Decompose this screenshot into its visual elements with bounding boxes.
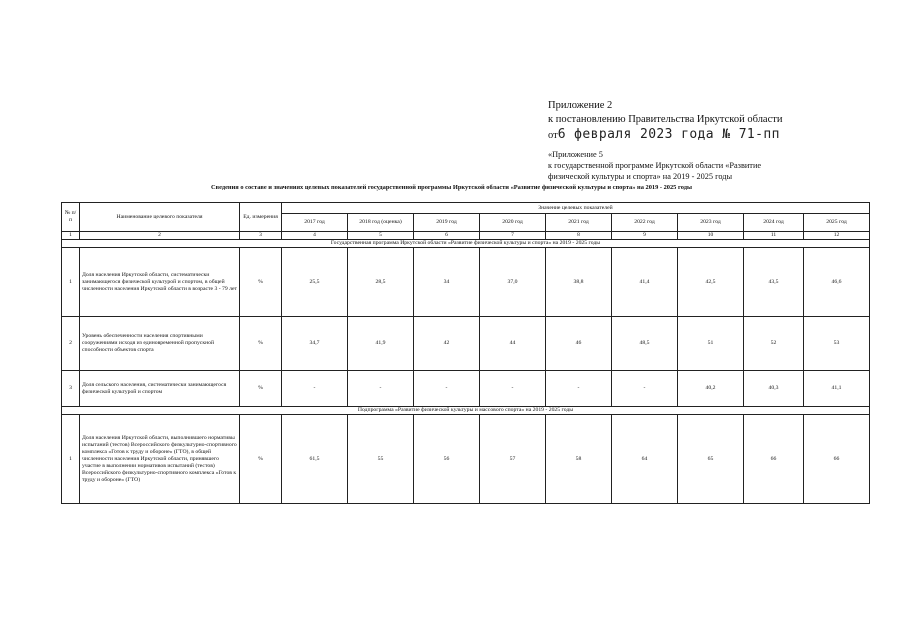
table-row: [62, 317, 870, 371]
value-cell: -: [612, 371, 678, 407]
value-cell: 40,3: [744, 371, 804, 407]
section-title: Государственная программа Иркутской области «Развитие физической культуры и спорта» на 2019 - 2025 годы: [62, 240, 870, 248]
value-cell: -: [480, 371, 546, 407]
value-cell: -: [348, 371, 414, 407]
column-number: 7: [480, 232, 546, 240]
value-cell: 52: [744, 317, 804, 371]
header-values-group: Значение целевых показателей: [282, 203, 870, 214]
indicator-name: Уровень обеспеченности населения спортивными сооружениями исходя из единовременной пропускной способности объектов спорта: [80, 317, 240, 371]
value-cell: 38,8: [546, 248, 612, 317]
column-number: 12: [804, 232, 870, 240]
value-cell: 61,5: [282, 415, 348, 504]
value-cell: 28,5: [348, 248, 414, 317]
header-year: 2024 год: [744, 214, 804, 232]
indicators-table: [61, 202, 870, 504]
document-title: Сведения о составе и значениях целевых показателей государственной программы Иркутской области «Развитие физической культуры и спорта» на 2019 - 2025 годы: [211, 184, 692, 191]
handwritten-date: 6 февраля 2023 года № 71-пп: [557, 127, 780, 142]
indicator-name: Доля сельского населения, систематически занимающегося физической культурой и спортом: [80, 371, 240, 407]
column-number: 2: [80, 232, 240, 240]
value-cell: 48,5: [612, 317, 678, 371]
section-title: Подпрограмма «Развитие физической культуры и массового спорта» на 2019 - 2025 годы: [62, 407, 870, 415]
header-num: № п/п: [62, 203, 80, 232]
header-year: 2022 год: [612, 214, 678, 232]
header-year: 2025 год: [804, 214, 870, 232]
row-num: 3: [62, 371, 80, 407]
row-num: 1: [62, 248, 80, 317]
indicator-name: Доля населения Иркутской области, выполнившего нормативы испытаний (тестов) Всероссийского физкультурно-спортивного комплекса «Готов к труду и обороне» (ГТО), в общей численности населения Иркутской области, принявшего участие в выполнении нормативов испытаний (тестов) Всероссийского физкультурно-спортивного комплекса «Готов к труду и обороне» (ГТО): [80, 415, 240, 504]
value-cell: -: [414, 371, 480, 407]
column-numbers-row: [62, 232, 870, 240]
section-row: [62, 407, 870, 415]
value-cell: 34: [414, 248, 480, 317]
value-cell: 46: [546, 317, 612, 371]
table-row: [62, 248, 870, 317]
value-cell: 66: [804, 415, 870, 504]
row-num: 2: [62, 317, 80, 371]
resolution-date-line: [548, 127, 878, 143]
column-number: 6: [414, 232, 480, 240]
program-line-1: к государственной программе Иркутской области «Развитие: [548, 161, 762, 170]
unit-cell: %: [240, 248, 282, 317]
table-row: [62, 371, 870, 407]
column-number: 3: [240, 232, 282, 240]
header-year: 2020 год: [480, 214, 546, 232]
value-cell: 58: [546, 415, 612, 504]
table-row: [62, 415, 870, 504]
value-cell: 56: [414, 415, 480, 504]
header-year: 2019 год: [414, 214, 480, 232]
header-year: 2023 год: [678, 214, 744, 232]
value-cell: 41,1: [804, 371, 870, 407]
column-number: 9: [612, 232, 678, 240]
value-cell: 43,5: [744, 248, 804, 317]
program-line-2: физической культуры и спорта» на 2019 - 2025 годы: [548, 172, 733, 181]
value-cell: 57: [480, 415, 546, 504]
value-cell: 42: [414, 317, 480, 371]
column-number: 11: [744, 232, 804, 240]
header-year: 2018 год (оценка): [348, 214, 414, 232]
resolution-header: [548, 99, 878, 182]
value-cell: 34,7: [282, 317, 348, 371]
value-cell: 44: [480, 317, 546, 371]
header-year: 2017 год: [282, 214, 348, 232]
appendix-line: Приложение 2: [548, 100, 613, 111]
value-cell: 55: [348, 415, 414, 504]
value-cell: -: [282, 371, 348, 407]
value-cell: 40,2: [678, 371, 744, 407]
header-unit: Ед. измерения: [240, 203, 282, 232]
value-cell: 37,0: [480, 248, 546, 317]
value-cell: 46,6: [804, 248, 870, 317]
value-cell: 41,4: [612, 248, 678, 317]
unit-cell: %: [240, 415, 282, 504]
value-cell: 66: [744, 415, 804, 504]
column-number: 8: [546, 232, 612, 240]
value-cell: -: [546, 371, 612, 407]
column-number: 4: [282, 232, 348, 240]
unit-cell: %: [240, 371, 282, 407]
value-cell: 65: [678, 415, 744, 504]
resolution-line: к постановлению Правительства Иркутской области: [548, 114, 783, 125]
header-year: 2021 год: [546, 214, 612, 232]
value-cell: 25,5: [282, 248, 348, 317]
value-cell: 51: [678, 317, 744, 371]
indicator-name: Доля населения Иркутской области, систематически занимающегося физической культурой и спортом, в общей численности населения Иркутской области в возрасте 3 - 79 лет: [80, 248, 240, 317]
section-row: [62, 240, 870, 248]
header-name: Наименование целевого показателя: [80, 203, 240, 232]
value-cell: 41,9: [348, 317, 414, 371]
column-number: 5: [348, 232, 414, 240]
appendix5-line: «Приложение 5: [548, 150, 603, 159]
value-cell: 64: [612, 415, 678, 504]
column-number: 1: [62, 232, 80, 240]
unit-cell: %: [240, 317, 282, 371]
value-cell: 42,5: [678, 248, 744, 317]
date-prefix: от: [548, 130, 558, 141]
row-num: 1: [62, 415, 80, 504]
column-number: 10: [678, 232, 744, 240]
value-cell: 53: [804, 317, 870, 371]
